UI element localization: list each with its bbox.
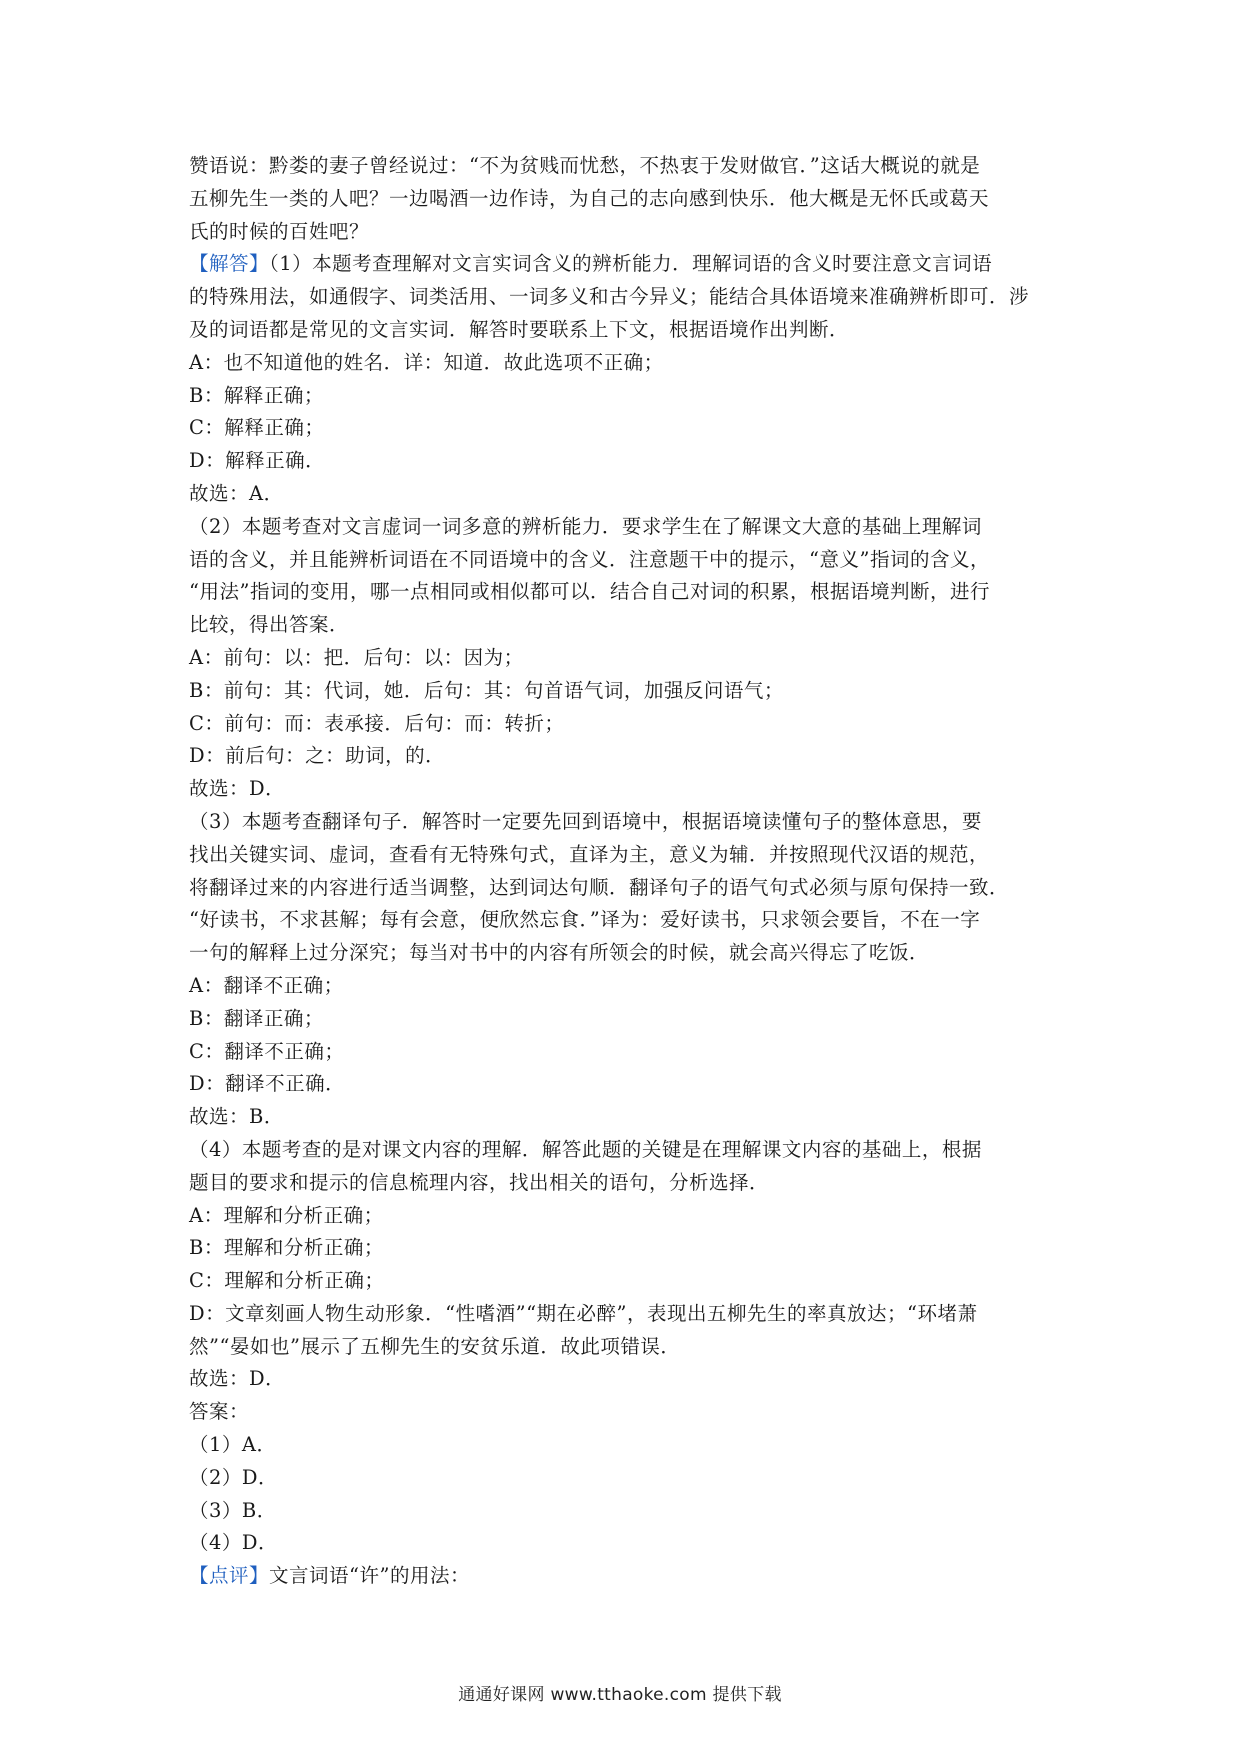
text-line <box>189 314 1059 347</box>
text-line <box>189 576 1059 609</box>
text-line <box>189 216 1059 249</box>
line-text: （4）D． <box>189 1531 279 1555</box>
text-line <box>189 1429 1059 1462</box>
text-line <box>189 544 1059 577</box>
text-line <box>189 642 1059 675</box>
line-text: 故选：D． <box>189 777 286 801</box>
line-text: 的特殊用法，如通假字、词类活用、一词多义和古今异义；能结合具体语境来准确辨析即可．涉 <box>189 285 1030 309</box>
line-text: “用法”指词的变用，哪一点相同或相似都可以．结合自己对词的积累，根据语境判断，进行 <box>189 580 990 604</box>
line-text: A：翻译不正确； <box>189 973 344 997</box>
text-line <box>189 1036 1059 1069</box>
text-line <box>189 1200 1059 1233</box>
line-text: B：理解和分析正确； <box>189 1236 384 1260</box>
text-line <box>189 347 1059 380</box>
line-text: A：理解和分析正确； <box>189 1203 384 1227</box>
text-line <box>189 937 1059 970</box>
text-line <box>189 1232 1059 1265</box>
line-text: D：前后句：之：助词，的． <box>189 744 446 768</box>
text-line <box>189 1134 1059 1167</box>
text-line <box>189 1167 1059 1200</box>
line-text: （2）本题考查对文言虚词一词多意的辨析能力．要求学生在了解课文大意的基础上理解词 <box>189 514 982 538</box>
text-line <box>189 445 1059 478</box>
line-text: 将翻译过来的内容进行适当调整，达到词达句顺．翻译句子的语气句式必须与原句保持一致． <box>189 875 1010 899</box>
text-line <box>189 183 1059 216</box>
line-text: 及的词语都是常见的文言实词．解答时要联系上下文，根据语境作出判断． <box>189 317 850 341</box>
line-text: 赞语说：黔娄的妻子曾经说过：“不为贫贱而忧愁，不热衷于发财做官．”这话大概说的就是 <box>189 154 981 177</box>
section-label: 【点评】 <box>189 1564 270 1588</box>
line-text: 五柳先生一类的人吧？一边喝酒一边作诗，为自己的志向感到快乐．他大概是无怀氏或葛天 <box>189 186 990 210</box>
text-line <box>189 478 1059 511</box>
line-text: 故选：D． <box>189 1367 286 1391</box>
text-line <box>189 773 1059 806</box>
line-text: 比较，得出答案． <box>189 613 350 637</box>
line-text: 一句的解释上过分深究；每当对书中的内容有所领会的时候，就会高兴得忘了吃饭． <box>189 941 930 965</box>
line-text: 找出关键实词、虚词，查看有无特殊句式，直译为主，意义为辅．并按照现代汉语的规范， <box>189 842 990 866</box>
line-text: C：前句：而：表承接．后句：而：转折； <box>189 711 565 735</box>
line-text: D：解释正确． <box>189 449 326 473</box>
line-text: C：解释正确； <box>189 416 325 440</box>
line-text: （4）本题考查的是对课文内容的理解．解答此题的关键是在理解课文内容的基础上，根据 <box>189 1137 982 1161</box>
text-line <box>189 1003 1059 1036</box>
text-line <box>189 740 1059 773</box>
text-line <box>189 1462 1059 1495</box>
text-line <box>189 1495 1059 1528</box>
line-text: 语的含义，并且能辨析词语在不同语境中的含义．注意题干中的提示，“意义”指词的含义， <box>189 547 990 571</box>
line-text: B：翻译正确； <box>189 1006 324 1030</box>
line-text: （1）A． <box>189 1433 277 1457</box>
line-text: D：翻译不正确． <box>189 1072 346 1096</box>
text-line <box>189 1396 1059 1429</box>
text-line <box>189 1265 1059 1298</box>
text-line <box>189 281 1059 314</box>
line-text: “好读书，不求甚解；每有会意，便欣然忘食．”译为：爱好读书，只求领会要旨，不在一字 <box>189 908 981 932</box>
text-line <box>189 511 1059 544</box>
line-text: 然”“晏如也”展示了五柳先生的安贫乐道．故此项错误． <box>189 1334 681 1358</box>
line-text: 文言词语“许”的用法： <box>269 1564 470 1588</box>
text-line <box>189 904 1059 937</box>
text-line <box>189 970 1059 1003</box>
line-text: B：解释正确； <box>189 383 324 407</box>
text-line <box>189 1527 1059 1560</box>
text-line <box>189 1331 1059 1364</box>
line-text: A：也不知道他的姓名．详：知道．故此选项不正确； <box>189 350 664 374</box>
line-text: （3）本题考查翻译句子．解答时一定要先回到语境中，根据语境读懂句子的整体意思，要 <box>189 809 982 833</box>
line-text: （2）D． <box>189 1465 279 1489</box>
line-text: C：翻译不正确； <box>189 1039 345 1063</box>
text-line <box>189 708 1059 741</box>
line-text: 故选：A． <box>189 481 284 505</box>
line-text: （3）B． <box>189 1498 277 1522</box>
text-line <box>189 1101 1059 1134</box>
page-footer: 通通好课网 www.tthaoke.com 提供下载 <box>458 1685 782 1705</box>
text-line <box>189 1298 1059 1331</box>
text-line <box>189 380 1059 413</box>
text-line <box>189 839 1059 872</box>
text-line <box>189 1363 1059 1396</box>
text-line <box>189 1560 1059 1593</box>
line-text: 答案： <box>189 1400 250 1424</box>
line-text: （1）本题考查理解对文言实词含义的辨析能力．理解词语的含义时要注意文言词语 <box>269 252 993 276</box>
document-body <box>189 150 1059 1593</box>
text-line <box>189 248 1059 281</box>
line-text: 故选：B． <box>189 1105 284 1129</box>
text-line <box>189 609 1059 642</box>
line-text: A：前句：以：把．后句：以：因为； <box>189 645 524 669</box>
line-text: 氏的时候的百姓吧？ <box>189 219 370 243</box>
line-text: C：理解和分析正确； <box>189 1269 385 1293</box>
text-line <box>189 806 1059 839</box>
text-line <box>189 675 1059 708</box>
text-line <box>189 150 1059 183</box>
line-text: B：前句：其：代词，她．后句：其：句首语气词，加强反问语气； <box>189 678 784 702</box>
text-line <box>189 872 1059 905</box>
line-text: 题目的要求和提示的信息梳理内容，找出相关的语句，分析选择． <box>189 1170 770 1194</box>
text-line <box>189 1068 1059 1101</box>
line-text: D：文章刻画人物生动形象．“性嗜酒”“期在必醉”，表现出五柳先生的率真放达；“环堵萧 <box>189 1301 978 1325</box>
section-label: 【解答】 <box>189 252 270 276</box>
text-line <box>189 412 1059 445</box>
